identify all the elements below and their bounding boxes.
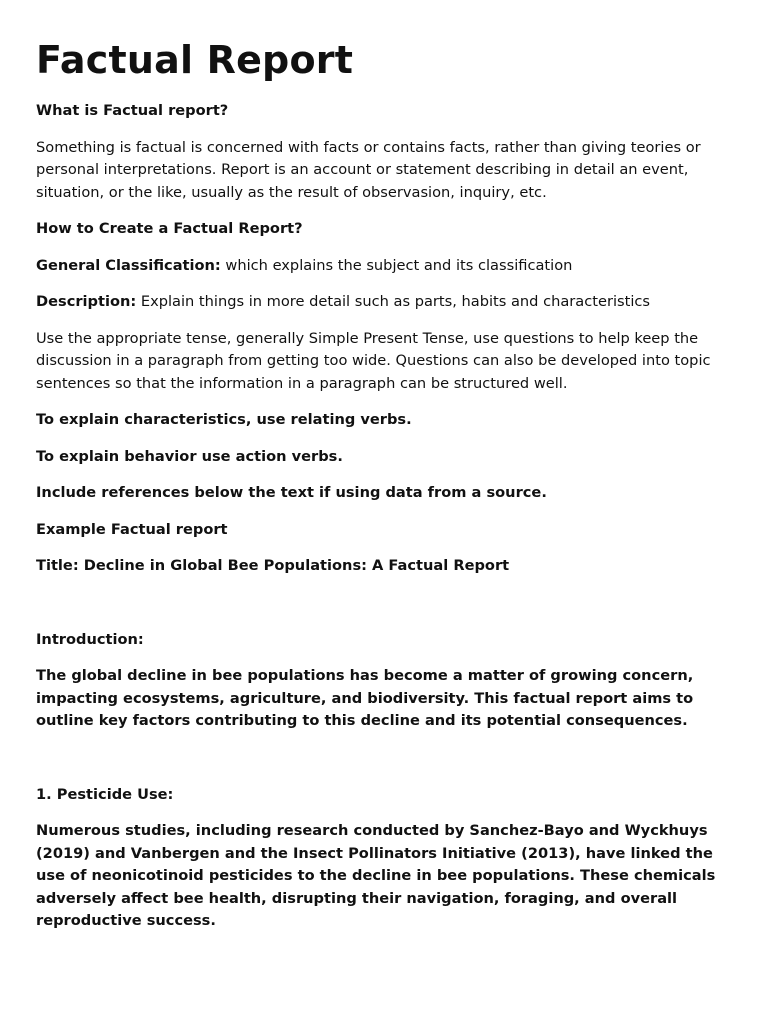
tense-paragraph: Use the appropriate tense, generally Simple Present Tense, use questions to help keep the discussion in a paragraph from getting too wide. Questions can also be developed into topic sentences so that the information in a paragraph can be structured well.: [36, 329, 711, 392]
example-title: Title: Decline in Global Bee Populations: A Factual Report: [36, 557, 510, 574]
section-1-text: Numerous studies, including research conducted by Sanchez-Bayo and Wyckhuys (2019) and Vanbergen and the Insect Pollinators Initiative (2013), have linked the use of neonicotinoid pesticides to the decline in bee populations. These chemicals adversely affect bee health, disrupting their navigation, foraging, and overall reproductive success.: [36, 822, 716, 929]
tip-references: Include references below the text if using data from a source.: [36, 484, 547, 501]
page-title: Factual Report: [36, 38, 354, 82]
description-label: Description:: [36, 293, 137, 310]
definition-paragraph: Something is factual is concerned with facts or contains facts, rather than giving teories or personal interpretations. Report is an account or statement describing in detail an event, situation, or the like, usually as the result of observasion, inquiry, etc.: [36, 138, 701, 201]
question-what-is: What is Factual report?: [36, 102, 229, 119]
description-paragraph: [36, 291, 736, 314]
introduction-text: The global decline in bee populations has become a matter of growing concern, impacting ecosystems, agriculture, and biodiversity. This factual report aims to outline key factors contributing to this decline and its potential consequences.: [36, 667, 694, 729]
document-page: [36, 36, 736, 933]
tip-characteristics: To explain characteristics, use relating verbs.: [36, 411, 412, 428]
introduction-heading: Introduction:: [36, 630, 144, 648]
example-heading: Example Factual report: [36, 520, 228, 538]
section-1-heading: 1. Pesticide Use:: [36, 785, 174, 803]
general-classification-paragraph: [36, 255, 736, 278]
tip-behavior: To explain behavior use action verbs.: [36, 447, 343, 465]
description-text: Explain things in more detail such as parts, habits and characteristics: [136, 293, 651, 310]
general-classification-label: General Classification:: [36, 256, 221, 274]
question-how-to-create: How to Create a Factual Report?: [36, 220, 303, 237]
general-classification-text: which explains the subject and its classification: [220, 256, 573, 274]
